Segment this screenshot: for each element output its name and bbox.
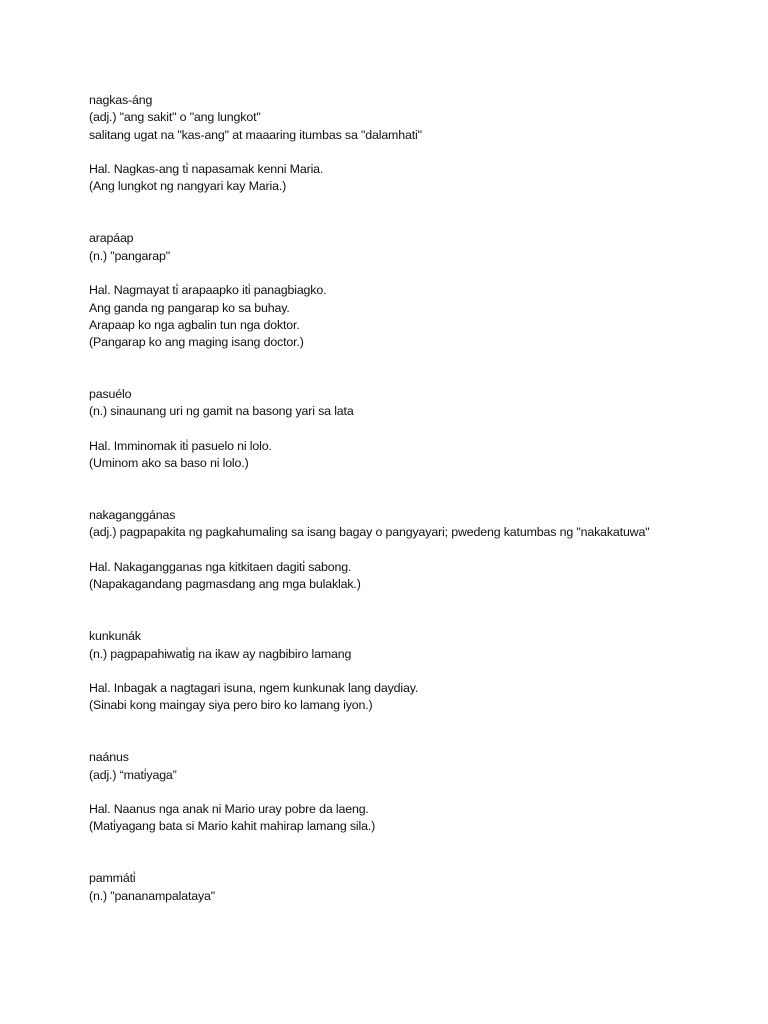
entry-word: nagkas-áng bbox=[89, 93, 153, 107]
entry-definition: (n.) pagpapahiwati̇g na ikaw ay nagbibiro lamang bbox=[89, 646, 352, 661]
example-line: Hal. Inbagak a nagtagari isuna, ngem kunkunak lang daydiay. bbox=[89, 681, 419, 696]
document-page bbox=[89, 92, 749, 905]
entry-definition: (adj.) “mati̇yaga” bbox=[89, 767, 177, 782]
entry-arapaap bbox=[89, 230, 749, 351]
example-line: Arapaap ko nga agbalin tun nga doktor. bbox=[89, 317, 300, 332]
example-translation: (Ang lungkot ng nangyari kay Maria.) bbox=[89, 179, 287, 194]
entry-definition: (adj.) "ang sakit" o "ang lungkot" bbox=[89, 110, 261, 125]
entry-word: naánus bbox=[89, 750, 129, 765]
entry-definition: (n.) sinaunang uri ng gamit na basong yari sa lata bbox=[89, 404, 354, 419]
entry-word: pasuélo bbox=[89, 387, 132, 402]
example-line: Hal. Naanus nga anak ni Mario uray pobre da laeng. bbox=[89, 802, 369, 817]
example-line: Hal. Nakagangganas nga kitkitaen dagiti̇ sabong. bbox=[89, 560, 352, 575]
example-line: Hal. Imminomak iti̇ pasuelo ni lolo. bbox=[89, 438, 272, 453]
entry-word: arapáap bbox=[89, 231, 134, 246]
entry-word: nakaganggánas bbox=[89, 508, 176, 523]
entry-definition: (n.) "pangarap" bbox=[89, 248, 170, 263]
entry-definition: (n.) "pananampalataya" bbox=[89, 888, 216, 903]
entry-nagkas-ang bbox=[89, 92, 749, 196]
entry-naanus bbox=[89, 749, 749, 835]
entry-kunkunak bbox=[89, 628, 749, 714]
example-translation: (Napakagandang pagmasdang ang mga bulaklak.) bbox=[89, 577, 361, 592]
example-translation: (Sinabi kong maingay siya pero biro ko lamang iyon.) bbox=[89, 698, 373, 713]
example-line: Hal. Nagkas-ang ti̇ napasamak kenni Maria. bbox=[89, 162, 324, 177]
entry-word: pammáti̇ bbox=[89, 871, 136, 886]
entry-note: salitang ugat na "kas-ang" at maaaring itumbas sa "dalamhati" bbox=[89, 127, 422, 142]
example-translation: (Uminom ako sa baso ni lolo.) bbox=[89, 456, 249, 471]
entry-word: kunkunák bbox=[89, 629, 141, 644]
entry-definition: (adj.) pagpapakita ng pagkahumaling sa isang bagay o pangyayari; pwedeng katumbas ng "nakakatuwa" bbox=[89, 525, 650, 540]
entry-nakaganggánas bbox=[89, 507, 749, 593]
example-translation: (Mati̇yagang bata si Mario kahit mahirap lamang sila.) bbox=[89, 819, 376, 834]
entry-pammati bbox=[89, 870, 749, 905]
entry-pasuelo bbox=[89, 386, 749, 472]
example-line: Hal. Nagmayat ti̇ arapaapko iti̇ panagbiagko. bbox=[89, 283, 327, 298]
example-line: Ang ganda ng pangarap ko sa buhay. bbox=[89, 300, 290, 315]
example-translation: (Pangarap ko ang maging isang doctor.) bbox=[89, 335, 304, 350]
